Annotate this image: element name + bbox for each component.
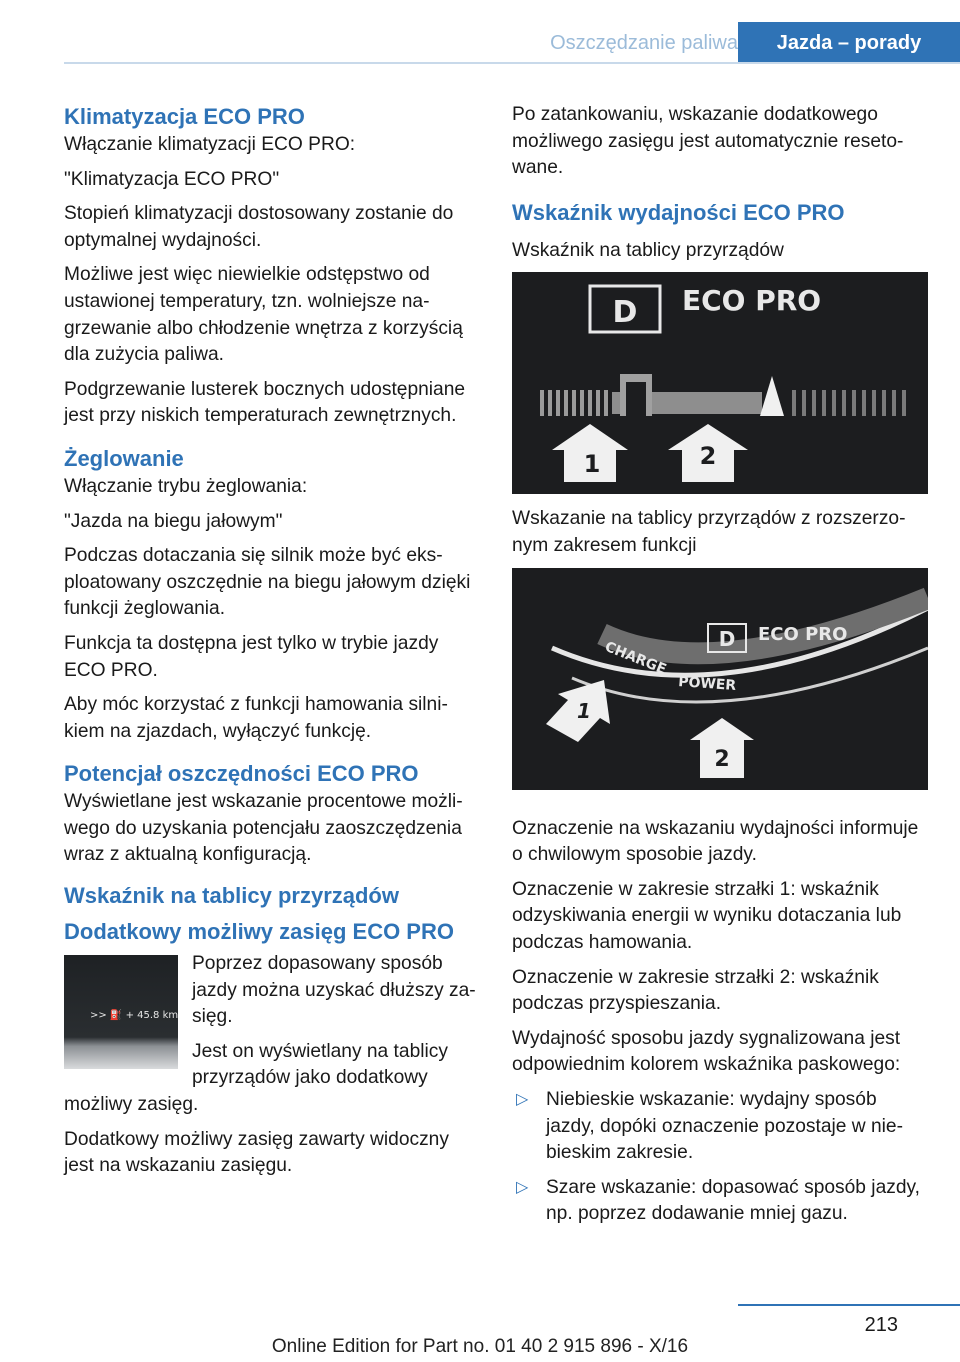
paragraph: Podgrzewanie lusterek bocznych udostępniane jest przy niskich temperaturach zewnętrznych. — [64, 378, 466, 427]
paragraph: Wydajność sposobu jazdy sygnalizowana jest odpowiednim kolorem wskaźnika paskowego: — [512, 1027, 901, 1076]
paragraph: Włączanie trybu żeglowania: — [64, 475, 308, 497]
footer-edition: Online Edition for Part no. 01 40 2 915 896 - X/16 — [271, 1336, 689, 1357]
paragraph: możliwy zasięg. — [64, 1094, 199, 1116]
bullet-marker-icon: ▷ — [516, 1090, 529, 1108]
heading-wydajnosc: Wskaźnik wydajności ECO PRO — [512, 199, 845, 225]
paragraph: Oznaczenie w zakresie strzałki 2: wskaźnik podczas przyspieszania. — [512, 966, 879, 1015]
arrow-1-label: 1 — [583, 450, 601, 479]
spacer — [512, 802, 928, 816]
arrow-1-label: 1 — [577, 698, 591, 723]
left-column — [64, 102, 480, 1188]
paragraph: Stopień klimatyzacji dostosowany zostanie do optymalnej wydajności. — [64, 203, 454, 251]
paragraph: Włączanie klimatyzacji ECO PRO: — [64, 134, 356, 155]
paragraph: Możliwe jest więc niewielkie odstępstwo od ustawionej temperatury, tzn. wolniejsze nagrzewanie albo chłodzenie wnętrza z korzyścią dla zużycia paliwa. — [64, 264, 463, 366]
eco-pro-label: ECO PRO — [682, 284, 822, 318]
bullet-marker-icon: ▷ — [516, 1178, 529, 1196]
paragraph: Jest on wyświetlany na tablicy przyrządów jako dodatkowy — [192, 1040, 448, 1089]
arrow-2-label: 2 — [714, 746, 730, 772]
page-number: 213 — [864, 1314, 898, 1336]
heading-klimatyzacja: Klimatyzacja ECO PRO — [64, 104, 305, 129]
heading-zeglowanie: Żeglowanie — [64, 445, 184, 471]
header-section-title: Oszczędzanie paliwa — [550, 32, 738, 54]
header-chapter-tab[interactable]: Jazda – porady — [738, 22, 960, 62]
list-item-text: Niebieskie wskazanie: wydajny sposób jazdy, dopóki oznaczenie pozostaje w niebieskim zakresie. — [546, 1088, 903, 1164]
paragraph: Funkcja ta dostępna jest tylko w trybie jazdy ECO PRO. — [64, 632, 439, 681]
header-rule — [64, 62, 960, 64]
paragraph: "Jazda na biegu jałowym" — [64, 510, 283, 532]
range-display-image — [64, 955, 178, 1069]
range-text — [192, 951, 480, 1092]
bar-ticks-left — [540, 390, 608, 416]
figure-eco-pro-extended — [512, 568, 928, 790]
heading-dodatkowy-zasieg: Dodatkowy możliwy zasięg ECO PRO — [64, 919, 454, 945]
arrow-2-label: 2 — [699, 442, 717, 471]
paragraph: Po zatankowaniu, wskazanie dodatkowego możliwego zasięgu jest automatycznie resetowane. — [512, 104, 904, 179]
figure-eco-pro-indicator — [512, 272, 928, 494]
range-display-text: >> ⛽ + 45.8 km — [90, 1010, 179, 1022]
list-item — [512, 1175, 928, 1228]
eco-pro-label: ECO PRO — [758, 623, 848, 645]
gear-letter: D — [612, 295, 638, 331]
heading-wskaznik-tablica: Wskaźnik na tablicy przyrządów — [64, 883, 399, 909]
caption-figure-2: Wskazanie na tablicy przyrządów z rozszerzonym zakresem funkcji — [512, 508, 906, 556]
paragraph: Oznaczenie w zakresie strzałki 1: wskaźnik odzyskiwania energii w wyniku dotaczania lub podczas hamowania. — [512, 878, 902, 953]
page-number-rule — [738, 1304, 960, 1306]
paragraph: Oznaczenie na wskazaniu wydajności informuje o chwilowym sposobie jazdy. — [512, 817, 919, 866]
right-column — [512, 102, 928, 1236]
bullet-list — [512, 1087, 928, 1228]
power-label: POWER — [677, 673, 737, 694]
paragraph: Poprzez dopasowany sposób jazdy można uzyskać dłuższy zasięg. — [192, 953, 476, 1028]
range-section — [64, 951, 480, 1092]
paragraph: Podczas dotaczania się silnik może być eksploatowany oszczędnie na biegu jałowym dzięki funkcji żeglowania. — [64, 545, 471, 620]
charge-label: CHARGE — [602, 638, 669, 678]
paragraph: "Klimatyzacja ECO PRO" — [64, 168, 280, 190]
list-item-text: Szare wskazanie: dopasować sposób jazdy, np. poprzez dodawanie mniej gazu. — [546, 1176, 921, 1225]
paragraph: Aby móc korzystać z funkcji hamowania silnikiem na zjazdach, wyłączyć funkcję. — [64, 694, 448, 742]
gear-letter: D — [718, 626, 736, 651]
heading-potencjal: Potencjał oszczędności ECO PRO — [64, 761, 419, 787]
paragraph: Dodatkowy możliwy zasięg zawarty widoczny jest na wskazaniu zasięgu. — [64, 1128, 449, 1177]
caption-figure-1: Wskaźnik na tablicy przyrządów — [512, 239, 784, 261]
paragraph: Wyświetlane jest wskazanie procentowe możliwego do uzyskania potencjału zaoszczędzenia wraz z aktualną konfiguracją. — [64, 791, 463, 866]
list-item — [512, 1087, 928, 1167]
